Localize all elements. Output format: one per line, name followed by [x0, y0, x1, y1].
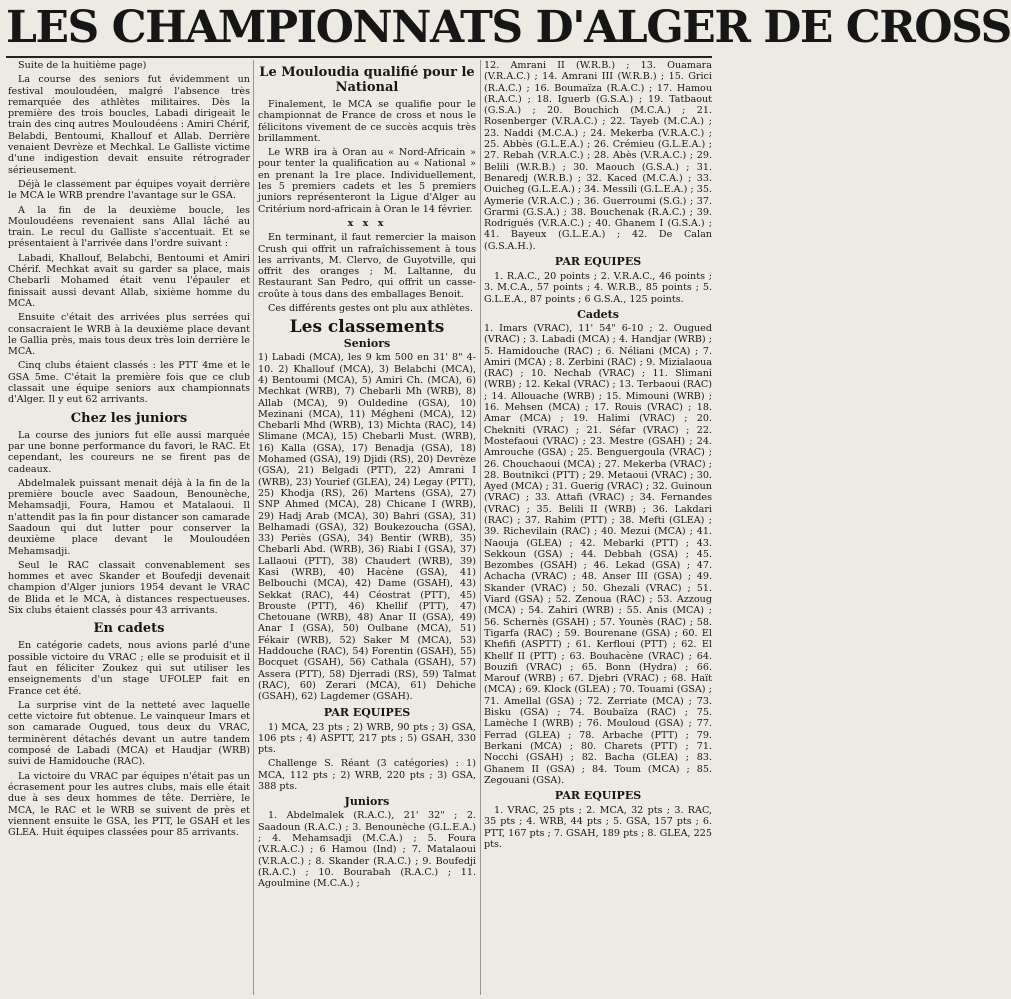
- juniors-results-continued: [484, 60, 712, 252]
- paragraph: Déjà le classement par équipes voyait derrière le MCA le WRB prendre l'avantage sur le GSA.: [8, 178, 250, 202]
- paragraph: 1. VRAC, 25 pts ; 2. MCA, 32 pts ; 3. RAC, 35 pts ; 4. WRB, 44 pts ; 5. GSA, 157 pts ; 6. PTT, 167 pts ; 7. GSAH, 189 pts ; 8. GLEA, 225 pts.: [484, 805, 712, 850]
- paragraph: Suite de la huitième page): [18, 60, 147, 71]
- paragraph: 12. Amrani II (W.R.B.) ; 13. Ouamara (V.R.A.C.) ; 14. Amrani III (W.R.B.) ; 15. Grici (R.A.C.) ; 16. Boumaïza (R.A.C.) ; 17. Hamou (R.A.C.) ; 18. Iguerb (G.S.A.) ; 19. Tatbaout (G.S.A.) ; 20. Bouchich (M.C.A.) ; 21. Rosenberger (V.R.A.C.) ; 22. Tayeb (M.C.A.) ; 23. Naddi (M.C.A.) ; 24. Mekerba (V.R.A.C.) ; 25. Abbès (G.L.E.A.) ; 26. Crémieu (G.L.E.A.) ; 27. Rebah (V.R.A.C.) ; 28. Abès (V.R.A.C.) ; 29. Belili (W.R.B.) ; 30. Maouch (G.S.A.) ; 31. Benaredj (W.R.B.) ; 32. Kaced (M.C.A.) ; 33. Ouicheg (G.L.E.A.) ; 34. Messili (G.L.E.A.) ; 35. Aymerie (V.R.A.C.) ; 36. Guerroumi (S.G.) ; 37. Grarmi (G.S.A.) ; 38. Bouchenak (R.A.C.) ; 39. Rodrigués (V.R.A.C.) ; 40. Ghanem I (G.S.A.) ; 41. Bayeux (G.L.E.A.) ; 42. De Calan (G.S.A.H.).: [484, 60, 712, 252]
- seniors-results: [258, 352, 476, 702]
- column-middle: [258, 60, 476, 999]
- paragraph: 1. R.A.C., 20 points ; 2. V.R.A.C., 46 points ; 3. M.C.A., 57 points ; 4. W.R.B., 85 points ; 5. G.L.E.A., 87 points ; 6 G.S.A., 125 points.: [484, 271, 712, 305]
- seniors-team-results: [258, 722, 476, 793]
- juniors-team-results: [484, 271, 712, 305]
- paragraph: Labadi, Khallouf, Belabchi, Bentoumi et Amiri Chérif. Mechkat avait su garder sa place, mais Chebarli Mohamed était venu l'épauler et finissait aussi devant Allab, sixième homme du MCA.: [8, 252, 250, 309]
- juniors-results: [258, 810, 476, 889]
- cadets-heading: Cadets: [577, 307, 619, 321]
- paragraph: Ces différents gestes ont plu aux athlètes.: [268, 303, 473, 315]
- column-divider: [480, 60, 481, 995]
- mouloudia-heading: Le Mouloudia qualifié pour le National: [259, 65, 475, 95]
- column-right: [484, 60, 712, 999]
- paragraph: Cinq clubs étaient classés : les PTT 4me et le GSA 5me. C'était la première fois que ce club classait une équipe seniors aux championnats d'Alger. Il y eut 62 arrivants.: [8, 360, 250, 406]
- column-left: [8, 60, 250, 999]
- juniors-report: [8, 430, 250, 617]
- section-separator: x x x: [347, 217, 387, 229]
- paragraph: A la fin de la deuxième boucle, les Mouloudéens revenaient sans Allal lâché au train. Le recul du Galliste s'accentuait. Et se présentaient à l'arrivée dans l'ordre suivant :: [8, 204, 250, 250]
- paragraph: En catégorie cadets, nous avions parlé d'une possible victoire du VRAC ; elle se produisit et il faut en féliciter Zoukez qui sut utiliser les enseignements d'un stage UFOLEP fait en France cet été.: [8, 640, 250, 697]
- paragraph: 1) MCA, 23 pts ; 2) WRB, 90 pts ; 3) GSA, 106 pts ; 4) ASPTT, 217 pts ; 5) GSAH, 330 pts.: [258, 721, 476, 756]
- cadets-team-results: [484, 805, 712, 850]
- paragraph: En terminant, il faut remercier la maison Crush qui offrit un rafraîchissement à tous les arrivants, M. Clervo, de Guyotville, qui offrit des oranges ; M. Laltanne, du Restaurant San Pedro, qui offrit un casse-croûte à tous dans des emballages Benoit.: [258, 232, 476, 300]
- paragraph: Seul le RAC classait convenablement ses hommes et avec Skander et Boufedji devenait champion d'Alger juniors 1954 devant le VRAC de Blida et le MCA, à distances respectueuses. Six clubs étaient classés pour 43 arrivants.: [8, 559, 250, 617]
- juniors-heading: Juniors: [344, 795, 390, 809]
- seniors-report: [8, 60, 250, 406]
- paragraph: Ensuite c'était des arrivées plus serrées qui consacraient le WRB à la deuxième place devant le Gallia près, mais tous deux très loin derrière le MCA.: [8, 312, 250, 358]
- paragraph: La course des juniors fut elle aussi marquée par une bonne performance du favori, le RAC. Et cependant, les coureurs ne se firent pas de cadeaux.: [8, 429, 250, 475]
- mouloudia-article: [258, 99, 476, 215]
- classements-heading: Les classements: [289, 317, 445, 338]
- paragraph: La course des seniors fut évidemment un festival mouloudéen, malgré l'absence très remarquée des athlètes militaires. Dès la première des trois boucles, Labadi dirigeait le train des cinq autres Mouloudéens : Amiri Chérif, Belabdi, Bentoumi, Khallouf et Allab. Derrière venaient Devrèze et Mechkal. Le Galliste victime d'une indigestion devait ensuite rétrograder sérieusement.: [8, 74, 250, 176]
- juniors-team-heading: PAR EQUIPES: [554, 255, 642, 269]
- column-divider: [253, 60, 254, 995]
- paragraph: Challenge S. Réant (3 catégories) : 1) MCA, 112 pts ; 2) WRB, 220 pts ; 3) GSA, 388 pts.: [258, 758, 476, 793]
- cadets-report: [8, 640, 250, 838]
- cadets-team-heading: PAR EQUIPES: [554, 789, 642, 803]
- paragraph: La victoire du VRAC par équipes n'était pas un écrasement pour les autres clubs, mais elle était due à ses deux hommes de tête. Derrière, le MCA, le RAC et le WRB se suivent de près et viennent ensuite le GSA, les PTT, le GSAH et les GLEA. Huit équipes classées pour 85 arrivants.: [8, 770, 250, 839]
- page-headline: LES CHAMPIONNATS D'ALGER DE CROSS: [6, 2, 1011, 53]
- paragraph: Finalement, le MCA se qualifie pour le championnat de France de cross et nous le félicitons vivement de ce succès acquis très brillamment.: [258, 99, 476, 144]
- paragraph: Abdelmalek puissant menait déjà à la fin de la première boucle avec Saadoun, Benounèche, Mehamsadji, Foura, Hamou et Matalaoui. Il n'attendit pas la fin pour distancer son camarade Saadoun qui dut lutter pour conserver la deuxième place devant le Mouloudéen Mehamsadji.: [8, 477, 250, 557]
- thanks-paragraphs: [258, 232, 476, 314]
- paragraph: 1) Labadi (MCA), les 9 km 500 en 31' 8" 4-10. 2) Khallouf (MCA), 3) Belabchi (MCA), 4) Bentoumi (MCA), 5) Amiri Ch. (MCA), 6) Mechkat (WRB), 7) Chebarli Mh (WRB), 8) Allab (MCA), 9) Ouldedine (GSA), 10) Mezinani (MCA), 11) Mégheni (MCA), 12) Chebarli Mhd (WRB), 13) Michta (RAC), 14) Slimane (MCA), 15) Chebarli Must. (WRB), 16) Kalla (GSA), 17) Benadja (GSA), 18) Mohamed (GSA), 19) Djidi (RS), 20) Devrèze (GSA), 21) Belgadi (PTT), 22) Amrani I (WRB), 23) Yourief (GLEA), 24) Legay (PTT), 25) Khodja (RS), 26) Martens (GSA), 27) SNP Ahmed (MCA), 28) Chicane I (WRB), 29) Hadj Arab (MCA), 30) Bahri (GSA), 31) Belhamadi (GSA), 32) Boukezoucha (GSA), 33) Periès (GSA), 34) Bentir (WRB), 35) Chebarli Abd. (WRB), 36) Riabi I (GSA), 37) Lallaoui (PTT), 38) Chaudert (WRB), 39) Kasi (WRB), 40) Hacène (GSA), 41) Belbouchi (MCA), 42) Dame (GSAH), 43) Sekkat (RAC), 44) Céostrat (PTT), 45) Brouste (PTT), 46) Khellif (PTT), 47) Chetouane (WRB), 48) Anar II (GSA), 49) Anar I (GSA), 50) Oulbane (MCA), 51) Fékair (WRB), 52) Saker M (MCA), 53) Haddouche (RAC), 54) Forentin (GSAH), 55) Bocquet (GSAH), 56) Cathala (GSAH), 57) Assera (PTT), 58) Djerradi (RS), 59) Talmat (RAC), 60) Zerari (MCA), 61) Dehiche (GSAH), 62) Lagdemer (GSAH).: [258, 352, 476, 703]
- cadets-results: [484, 323, 712, 786]
- paragraph: 1. Abdelmalek (R.A.C.), 21' 32" ; 2. Saadoun (R.A.C.) ; 3. Benounèche (G.L.E.A.) ; 4. Mehamsadji (M.C.A.) ; 5. Foura (V.R.A.C.) ; 6 Hamou (Ind) ; 7. Matalaoui (V.R.A.C.) ; 8. Skander (R.A.C.) ; 9. Boufedji (R.A.C.) ; 10. Bourabah (R.A.C.) ; 11. Agoulmine (M.C.A.) ;: [258, 810, 476, 890]
- seniors-heading: Seniors: [343, 337, 391, 351]
- paragraph: 1. Imars (VRAC), 11' 54" 6-10 ; 2. Ougued (VRAC) ; 3. Labadi (MCA) ; 4. Handjar (WRB) ; 5. Hamidouche (RAC) ; 6. Néliani (MCA) ; 7. Amiri (MCA) ; 8. Zerbini (RAC) ; 9. Mizialaoua (RAC) ; 10. Nechab (VRAC) ; 11. Slimani (WRB) ; 12. Kekal (VRAC) ; 13. Terbaoui (RAC) ; 14. Allouache (WRB) ; 15. Mimouni (WRB) ; 16. Mehsen (MCA) ; 17. Rouis (VRAC) ; 18. Amar (MCA) ; 19. Halimi (VRAC) ; 20. Chekniti (VRAC) ; 21. Séfar (VRAC) ; 22. Mostefaoui (VRAC) ; 23. Mestre (GSAH) ; 24. Amrouche (GSA) ; 25. Benguergoula (VRAC) ; 26. Chouchaoui (MCA) ; 27. Mekerba (VRAC) ; 28. Boutnikci (PTT) ; 29. Metaoui (VRAC) ; 30. Ayed (MCA) ; 31. Guerig (VRAC) ; 32. Guinoun (VRAC) ; 33. Attafi (VRAC) ; 34. Fernandes (VRAC) ; 35. Belili II (WRB) ; 36. Lakdari (RAC) ; 37. Rahim (PTT) ; 38. Mefti (GLEA) ; 39. Richevilain (RAC) ; 40. Mezui (MCA) ; 41. Naouja (GLEA) ; 42. Mebarki (PTT) ; 43. Sekkoun (GSA) ; 44. Debbah (GSA) ; 45. Bezombes (GSAH) ; 46. Lekad (GSA) ; 47. Achacha (VRAC) ; 48. Anser III (GSA) ; 49. Skander (VRAC) ; 50. Ghezali (VRAC) ; 51. Viard (GSA) ; 52. Zenoua (RAC) ; 53. Azzoug (MCA) ; 54. Zahiri (WRB) ; 55. Anis (MCA) ; 56. Schernès (GSAH) ; 57. Younès (RAC) ; 58. Tigarfa (RAC) ; 59. Bourenane (GSA) ; 60. El Khefifi (ASPTT) ; 61. Kerfloui (PTT) ; 62. El Khellf II (PTT) ; 63. Bouhacène (VRAC) ; 64. Bouzifi (VRAC) ; 65. Bonn (Hydra) ; 66. Marouf (WRB) ; 67. Djebri (VRAC) ; 68. Haït (MCA) ; 69. Klock (GLEA) ; 70. Touami (GSA) ; 71. Amellal (GSA) ; 72. Zerriate (MCA) ; 73. Bisku (GSA) ; 74. Boubaïza (RAC) ; 75. Lamèche I (WRB) ; 76. Mouloud (GSA) ; 77. Ferrad (GLEA) ; 78. Arbache (PTT) ; 79. Berkani (MCA) ; 80. Charets (PTT) ; 71. Nocchi (GSAH) ; 82. Bacha (GLEA) ; 83. Ghanem II (GSA) ; 84. Toum (MCA) ; 85. Zegouani (GSA).: [484, 322, 712, 786]
- cadets-report-heading: En cadets: [93, 621, 165, 637]
- paragraph: La surprise vint de la netteté avec laquelle cette victoire fut obtenue. Le vainqueur Imars et son camarade Ougued, tous deux du VRAC, terminèrent détachés devant un autre tandem composé de Labadi (MCA) et Haudjar (WRB) suivi de Hamidouche (RAC).: [8, 699, 250, 768]
- seniors-team-heading: PAR EQUIPES: [323, 705, 411, 719]
- paragraph: Le WRB ira à Oran au « Nord-Africain » pour tenter la qualification au « National » en prenant la 1re place. Individuellement, les 5 premiers cadets et les 5 premiers juniors représenteront la Ligue d'Alger au Critérium nord-africain à Oran le 14 février.: [258, 147, 476, 215]
- juniors-report-heading: Chez les juniors: [70, 410, 188, 426]
- headline-rule: [6, 56, 712, 58]
